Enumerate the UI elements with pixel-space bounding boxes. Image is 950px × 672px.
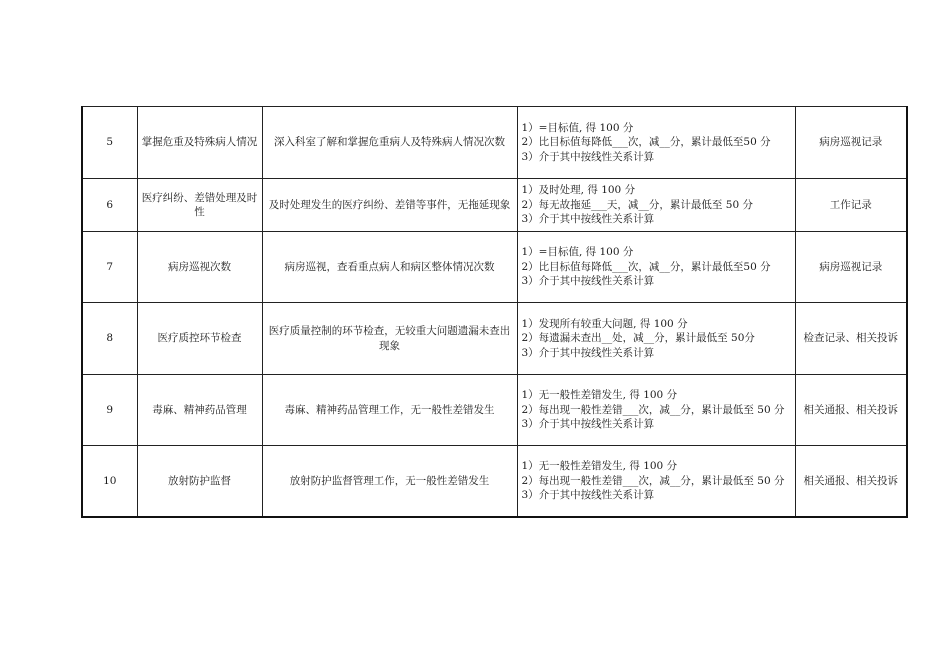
rule-line: 2）比目标值每降低___次，减__分，累计最低至50 分 [521, 260, 771, 273]
indicator-name: 医疗质控环节检查 [137, 303, 262, 375]
indicator-description: 及时处理发生的医疗纠纷、差错等事件，无拖延现象 [262, 179, 517, 232]
rule-line: 2）每出现一般性差错___次，减__分，累计最低至 50 分 [521, 474, 785, 487]
row-number: 8 [82, 303, 137, 375]
scoring-rules [517, 446, 795, 517]
data-source: 检查记录、相关投诉 [795, 303, 907, 375]
row-number: 5 [82, 107, 137, 179]
indicator-name: 放射防护监督 [137, 446, 262, 517]
rule-line: 3）介于其中按线性关系计算 [521, 489, 655, 501]
row-number: 6 [82, 179, 137, 232]
rule-line: 1）无一般性差错发生, 得 100 分 [521, 460, 678, 472]
scoring-rules [517, 375, 795, 446]
scoring-rules [517, 303, 795, 375]
table-row [82, 375, 907, 446]
table-row [82, 303, 907, 375]
indicator-description: 深入科室了解和掌握危重病人及特殊病人情况次数 [262, 107, 517, 179]
indicator-description: 病房巡视，查看重点病人和病区整体情况次数 [262, 232, 517, 303]
row-number: 9 [82, 375, 137, 446]
scoring-rules [517, 107, 795, 179]
rule-line: 1）及时处理, 得 100 分 [521, 184, 636, 197]
data-source: 工作记录 [795, 179, 907, 232]
kpi-table [81, 106, 908, 518]
scoring-rules [517, 179, 795, 232]
rule-line: 2）每遗漏未查出__处，减__分，累计最低至 50分 [521, 332, 755, 345]
indicator-name: 毒麻、精神药品管理 [137, 375, 262, 446]
rule-line: 3）介于其中按线性关系计算 [521, 150, 655, 163]
rule-line: 1）发现所有较重大问题, 得 100 分 [521, 317, 688, 330]
indicator-name: 医疗纠纷、差错处理及时性 [137, 179, 262, 232]
rule-line: 3）介于其中按线性关系计算 [521, 275, 655, 288]
table-row [82, 232, 907, 303]
rule-line: 3）介于其中按线性关系计算 [521, 213, 655, 226]
rule-line: 2）比目标值每降低___次，减__分，累计最低至50 分 [521, 136, 771, 149]
indicator-description: 放射防护监督管理工作，无一般性差错发生 [262, 446, 517, 517]
table-row [82, 446, 907, 517]
indicator-name: 病房巡视次数 [137, 232, 262, 303]
data-source: 病房巡视记录 [795, 232, 907, 303]
rule-line: 1）=目标值, 得 100 分 [521, 121, 634, 134]
table-row [82, 107, 907, 179]
data-source: 相关通报、相关投诉 [795, 446, 907, 517]
indicator-description: 毒麻、精神药品管理工作，无一般性差错发生 [262, 375, 517, 446]
rule-line: 1）=目标值, 得 100 分 [521, 246, 634, 259]
indicator-description: 医疗质量控制的环节检查，无较重大问题遗漏未查出现象 [262, 303, 517, 375]
data-source: 病房巡视记录 [795, 107, 907, 179]
rule-line: 3）介于其中按线性关系计算 [521, 418, 655, 431]
table-row [82, 179, 907, 232]
row-number: 7 [82, 232, 137, 303]
scoring-rules [517, 232, 795, 303]
indicator-name: 掌握危重及特殊病人情况 [137, 107, 262, 179]
rule-line: 2）每无故拖延___天，减__分，累计最低至 50 分 [521, 198, 753, 211]
rule-line: 1）无一般性差错发生, 得 100 分 [521, 389, 678, 402]
rule-line: 2）每出现一般性差错___次，减__分，累计最低至 50 分 [521, 403, 785, 416]
rule-line: 3）介于其中按线性关系计算 [521, 346, 655, 359]
data-source: 相关通报、相关投诉 [795, 375, 907, 446]
row-number: 10 [82, 446, 137, 517]
